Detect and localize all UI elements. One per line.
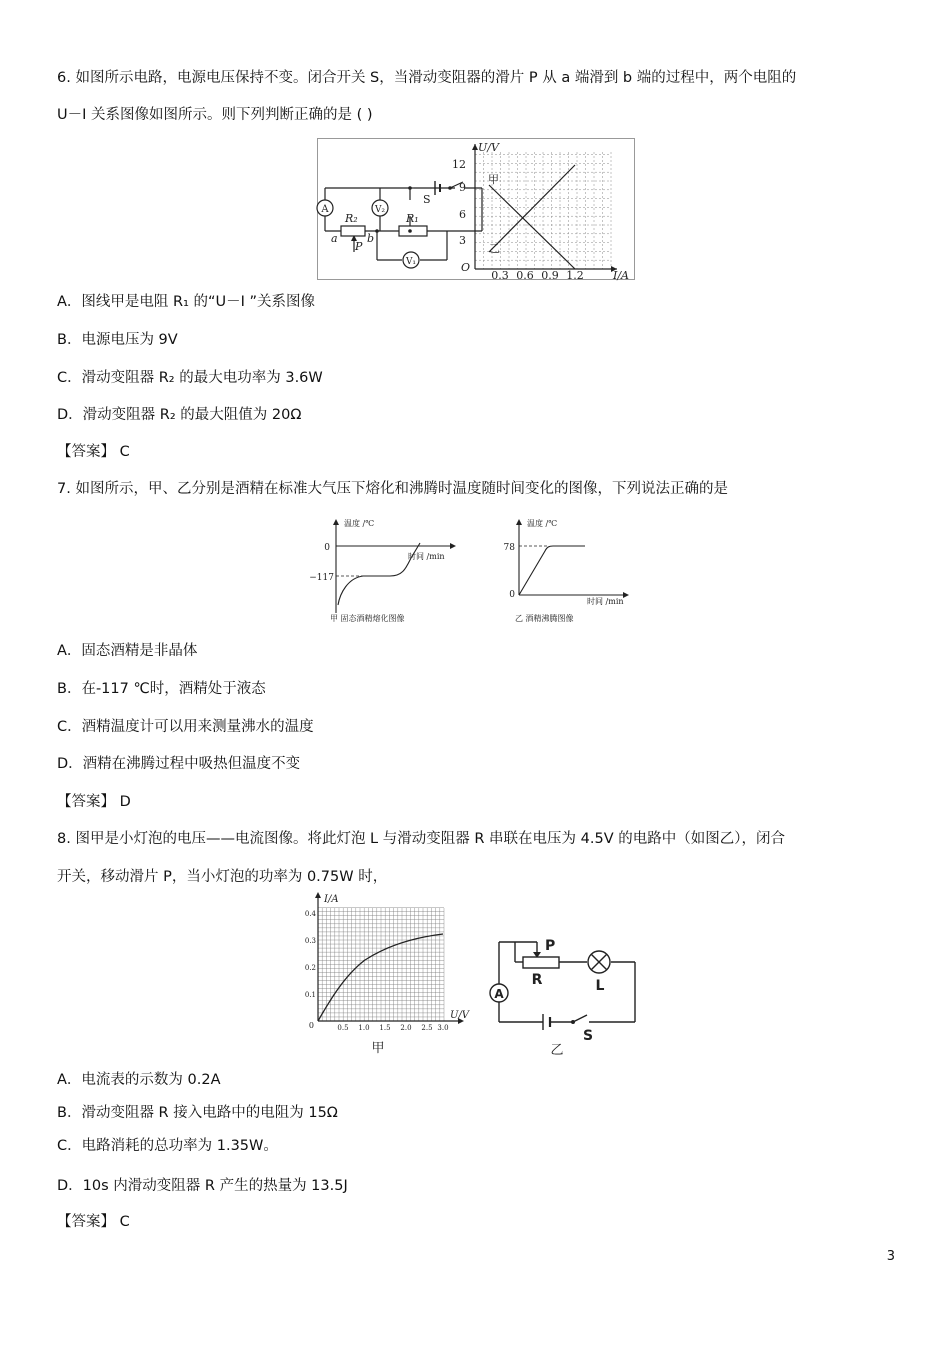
q6-ytick: 6 xyxy=(459,208,466,221)
q7-stem: 7. 如图所示，甲、乙分别是酒精在标准大气压下熔化和沸腾时温度随时间变化的图像，下列说法正确的是 xyxy=(57,481,728,497)
svg-text:U/V: U/V xyxy=(450,1010,470,1021)
q8-xtick: 3.0 xyxy=(437,1024,449,1032)
q7-option-b: B．在-117 ℃时，酒精处于液态 xyxy=(57,681,266,697)
svg-text:V₂: V₂ xyxy=(374,205,386,215)
svg-text:R: R xyxy=(531,972,543,988)
q6-stem-line1: 6. 如图所示电路，电源电压保持不变。闭合开关 S，当滑动变阻器的滑片 P 从 a 端滑到 b 端的过程中，两个电阻的 xyxy=(57,70,797,86)
svg-text:S: S xyxy=(423,193,431,206)
svg-text:b: b xyxy=(367,232,375,245)
q6-rheostat-r2 xyxy=(341,226,365,236)
svg-text:时间 /min: 时间 /min xyxy=(408,552,445,561)
svg-text:温度 /℃: 温度 /℃ xyxy=(344,519,375,528)
q6-figure xyxy=(317,138,635,280)
svg-text:a: a xyxy=(331,232,338,245)
q7-figure-right xyxy=(505,513,635,628)
q6-option-c: C．滑动变阻器 R₂ 的最大电功率为 3.6W xyxy=(57,370,323,386)
svg-text:O: O xyxy=(461,261,471,274)
svg-text:V₁: V₁ xyxy=(405,257,417,267)
q8-answer: 【答案】 C xyxy=(57,1214,130,1230)
q6-option-d: D．滑动变阻器 R₂ 的最大阻值为 20Ω xyxy=(57,407,302,423)
q8-stem-line1: 8. 图甲是小灯泡的电压——电流图像。将此灯泡 L 与滑动变阻器 R 串联在电压为 4.5V 的电路中（如图乙），闭合 xyxy=(57,831,785,847)
svg-text:0: 0 xyxy=(509,590,515,600)
svg-text:乙: 乙 xyxy=(550,1043,564,1058)
svg-text:78: 78 xyxy=(503,543,515,553)
svg-text:A: A xyxy=(494,987,504,1001)
svg-text:乙: 乙 xyxy=(489,242,500,255)
svg-text:0: 0 xyxy=(308,1021,314,1030)
q8-xtick: 2.0 xyxy=(400,1024,412,1032)
q8-figure-graph xyxy=(300,890,480,1060)
svg-text:P: P xyxy=(545,938,556,954)
q6-option-b: B．电源电压为 9V xyxy=(57,332,178,348)
q8-ytick: 0.3 xyxy=(304,937,316,945)
q8-stem-line2: 开关，移动滑片 P，当小灯泡的功率为 0.75W 时， xyxy=(57,869,388,885)
q8-option-c: C．电路消耗的总功率为 1.35W。 xyxy=(57,1138,278,1154)
q6-option-a: A．图线甲是电阻 R₁ 的“U－I ”关系图像 xyxy=(57,294,316,310)
q6-xtick: 0.3 xyxy=(491,269,509,282)
q8-xtick: 2.5 xyxy=(421,1024,433,1032)
q8-iv-curve xyxy=(318,934,443,1021)
q6-xtick: 1.2 xyxy=(566,269,584,282)
svg-text:温度 /℃: 温度 /℃ xyxy=(527,519,558,528)
q6-stem-line2: U－I 关系图像如图所示。则下列判断正确的是 ( ) xyxy=(57,107,373,123)
svg-text:−117: −117 xyxy=(309,573,334,583)
q7-option-a: A．固态酒精是非晶体 xyxy=(57,643,198,659)
svg-text:R₁: R₁ xyxy=(406,212,419,225)
q8-rheostat-r xyxy=(523,957,559,968)
q7-figure-left xyxy=(308,513,458,628)
q8-option-a: A．电流表的示数为 0.2A xyxy=(57,1072,221,1088)
q8-figure-circuit xyxy=(485,932,645,1057)
q6-ytick: 9 xyxy=(459,181,466,194)
q8-option-d: D．10s 内滑动变阻器 R 产生的热量为 13.5J xyxy=(57,1178,348,1194)
q6-xtick: 0.6 xyxy=(516,269,534,282)
page-number: 3 xyxy=(886,1249,895,1264)
svg-text:S: S xyxy=(583,1028,594,1044)
q6-ytick: 3 xyxy=(459,234,466,247)
svg-text:时间 /min: 时间 /min xyxy=(587,597,624,606)
q6-ytick: 12 xyxy=(452,158,466,171)
q8-option-b: B．滑动变阻器 R 接入电路中的电阻为 15Ω xyxy=(57,1105,338,1121)
svg-text:A: A xyxy=(321,204,329,215)
q8-xtick: 0.5 xyxy=(337,1024,349,1032)
q6-xtick: 0.9 xyxy=(541,269,559,282)
q7-option-d: D．酒精在沸腾过程中吸热但温度不变 xyxy=(57,756,301,772)
q7-boiling-curve xyxy=(519,546,585,595)
q8-ytick: 0.2 xyxy=(304,964,316,972)
svg-text:P: P xyxy=(355,240,363,253)
svg-text:L: L xyxy=(595,978,605,994)
svg-text:0: 0 xyxy=(324,543,330,553)
q8-xtick: 1.0 xyxy=(358,1024,370,1032)
q8-ytick: 0.4 xyxy=(304,910,316,918)
svg-text:甲: 甲 xyxy=(488,173,499,186)
svg-text:U/V: U/V xyxy=(478,141,499,154)
q6-resistor-r1 xyxy=(399,226,427,236)
q6-answer: 【答案】 C xyxy=(57,444,130,460)
q7-answer: 【答案】 D xyxy=(57,794,131,810)
q8-ytick: 0.1 xyxy=(304,991,316,999)
svg-text:R₂: R₂ xyxy=(345,212,358,225)
q7-option-c: C．酒精温度计可以用来测量沸水的温度 xyxy=(57,719,314,735)
svg-text:甲: 甲 xyxy=(371,1041,385,1056)
svg-text:乙 酒精沸腾图像: 乙 酒精沸腾图像 xyxy=(515,614,574,623)
svg-text:I/A: I/A xyxy=(324,894,339,905)
svg-text:I/A: I/A xyxy=(613,269,629,282)
q8-xtick: 1.5 xyxy=(379,1024,391,1032)
svg-text:甲 固态酒精熔化图像: 甲 固态酒精熔化图像 xyxy=(330,614,405,623)
